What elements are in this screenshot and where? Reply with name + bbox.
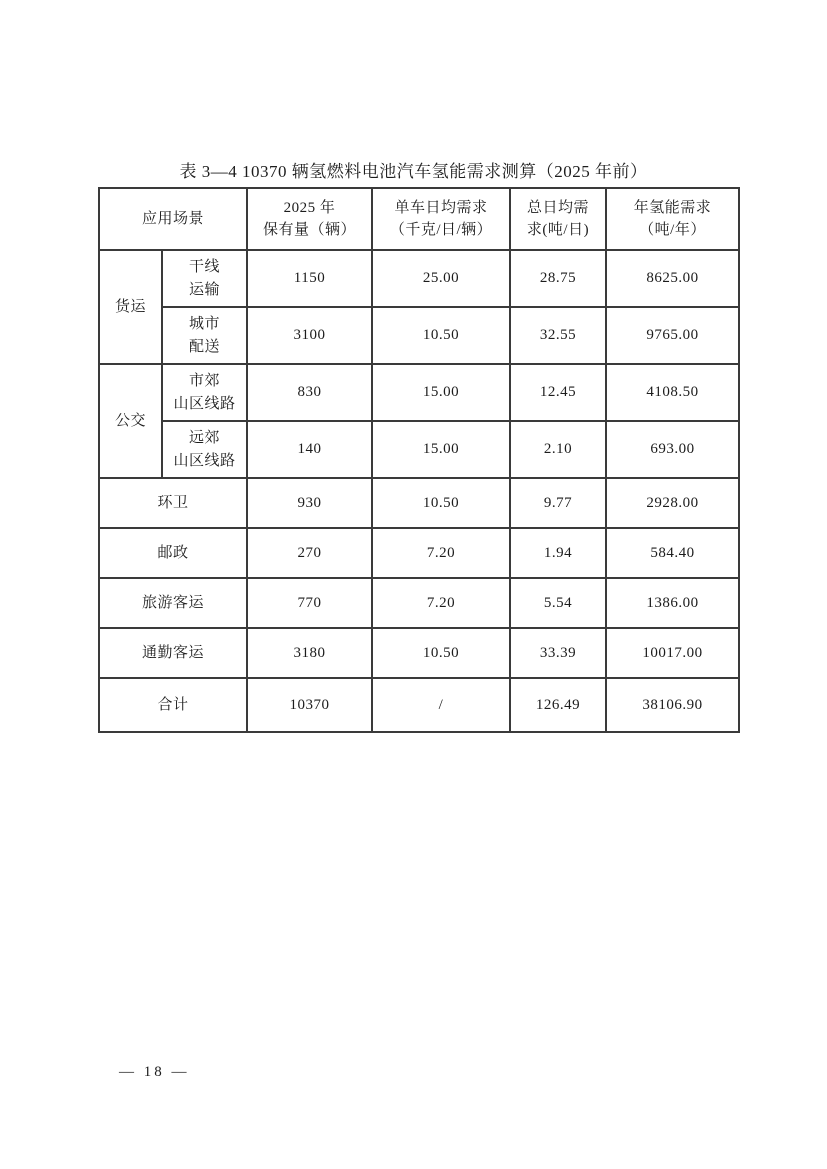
- header-annual-line2: （吨/年）: [639, 222, 706, 238]
- scenario-cell-total: 合计: [99, 678, 247, 732]
- scenario-cell-postal: 邮政: [99, 528, 247, 578]
- page-number: — 18 —: [119, 1064, 190, 1080]
- cell-fleet: 270: [247, 528, 372, 578]
- cell-fleet: 3180: [247, 628, 372, 678]
- header-fleet-line1: 2025 年: [283, 199, 336, 216]
- sub-cell-outer-route: [162, 421, 247, 478]
- cell-per-vehicle: 15.00: [372, 421, 510, 478]
- cell-daily-total: 12.45: [510, 364, 606, 421]
- cell-per-vehicle: 15.00: [372, 364, 510, 421]
- cell-per-vehicle: 25.00: [372, 250, 510, 307]
- cell-per-vehicle: 7.20: [372, 528, 510, 578]
- cell-fleet: 3100: [247, 307, 372, 364]
- group-cell-freight: 货运: [99, 250, 162, 364]
- cell-annual: 693.00: [606, 421, 739, 478]
- cell-annual: 4108.50: [606, 364, 739, 421]
- cell-fleet: 140: [247, 421, 372, 478]
- header-daily-total-line2: 求(吨/日): [526, 222, 590, 238]
- table-header-row: [99, 188, 739, 250]
- table-row-tourism: [99, 578, 739, 628]
- cell-annual: 8625.00: [606, 250, 739, 307]
- sub-line: 山区线路: [173, 395, 236, 412]
- cell-daily-total: 1.94: [510, 528, 606, 578]
- cell-fleet: 770: [247, 578, 372, 628]
- cell-annual: 9765.00: [606, 307, 739, 364]
- header-fleet-line2: 保有量（辆）: [263, 222, 357, 238]
- cell-per-vehicle: 10.50: [372, 478, 510, 528]
- header-per-vehicle: [372, 188, 510, 250]
- cell-per-vehicle: 10.50: [372, 307, 510, 364]
- cell-daily-total: 2.10: [510, 421, 606, 478]
- table-row-commuter: [99, 628, 739, 678]
- table-row-bus-suburban: [99, 364, 739, 421]
- group-cell-bus: 公交: [99, 364, 162, 478]
- sub-line: 运输: [189, 281, 221, 298]
- header-fleet: [247, 188, 372, 250]
- cell-daily-total: 32.55: [510, 307, 606, 364]
- cell-annual: 584.40: [606, 528, 739, 578]
- cell-daily-total: 126.49: [510, 678, 606, 732]
- scenario-cell-sanitation: 环卫: [99, 478, 247, 528]
- sub-line: 市郊: [189, 373, 221, 389]
- table-row-bus-outer: [99, 421, 739, 478]
- cell-daily-total: 28.75: [510, 250, 606, 307]
- cell-fleet: 830: [247, 364, 372, 421]
- cell-per-vehicle: 10.50: [372, 628, 510, 678]
- sub-line: 山区线路: [173, 452, 236, 469]
- cell-fleet: 1150: [247, 250, 372, 307]
- header-daily-total-line1: 总日均需: [527, 199, 590, 216]
- scenario-cell-tourism: 旅游客运: [99, 578, 247, 628]
- table-row-freight-city: [99, 307, 739, 364]
- header-annual: [606, 188, 739, 250]
- cell-daily-total: 33.39: [510, 628, 606, 678]
- table-row-total: [99, 678, 739, 732]
- cell-per-vehicle: /: [372, 678, 510, 732]
- table-caption: 表 3—4 10370 辆氢燃料电池汽车氢能需求测算（2025 年前）: [179, 162, 648, 181]
- sub-line: 远郊: [189, 430, 221, 446]
- table-row-sanitation: [99, 478, 739, 528]
- sub-line: 城市: [189, 316, 221, 332]
- cell-annual: 1386.00: [606, 578, 739, 628]
- header-annual-line1: 年氢能需求: [633, 199, 712, 216]
- cell-fleet: 930: [247, 478, 372, 528]
- cell-annual: 10017.00: [606, 628, 739, 678]
- header-per-vehicle-line2: （千克/日/辆）: [389, 222, 493, 238]
- cell-daily-total: 5.54: [510, 578, 606, 628]
- header-scenario: 应用场景: [99, 188, 247, 250]
- table-row-freight-trunk: [99, 250, 739, 307]
- cell-annual: 38106.90: [606, 678, 739, 732]
- sub-line: 干线: [189, 259, 221, 275]
- hydrogen-demand-table: [98, 187, 740, 733]
- sub-line: 配送: [189, 338, 221, 355]
- table-row-postal: [99, 528, 739, 578]
- cell-per-vehicle: 7.20: [372, 578, 510, 628]
- sub-cell-suburban-route: [162, 364, 247, 421]
- scenario-cell-commuter: 通勤客运: [99, 628, 247, 678]
- cell-daily-total: 9.77: [510, 478, 606, 528]
- sub-cell-trunk-transport: [162, 250, 247, 307]
- sub-cell-city-delivery: [162, 307, 247, 364]
- cell-annual: 2928.00: [606, 478, 739, 528]
- cell-fleet: 10370: [247, 678, 372, 732]
- header-daily-total: [510, 188, 606, 250]
- header-per-vehicle-line1: 单车日均需求: [394, 199, 488, 216]
